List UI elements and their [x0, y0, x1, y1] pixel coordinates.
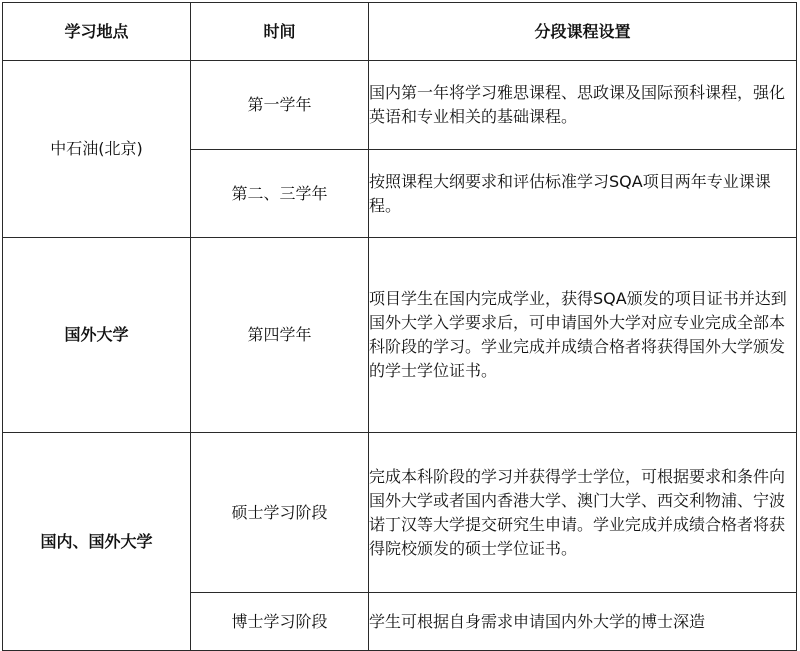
- header-curriculum: 分段课程设置: [369, 3, 797, 61]
- description-cell: 按照课程大纲要求和评估标准学习SQA项目两年专业课课程。: [369, 150, 797, 238]
- time-cell: 硕士学习阶段: [191, 433, 369, 593]
- table-row: [3, 61, 797, 150]
- location-cell: 中石油(北京): [3, 61, 191, 238]
- time-cell: 第四学年: [191, 238, 369, 433]
- header-location: 学习地点: [3, 3, 191, 61]
- location-cell: 国外大学: [3, 238, 191, 433]
- description-cell: 学生可根据自身需求申请国内外大学的博士深造: [369, 593, 797, 651]
- description-cell: 国内第一年将学习雅思课程、思政课及国际预科课程，强化英语和专业相关的基础课程。: [369, 61, 797, 150]
- table-row: [3, 238, 797, 433]
- curriculum-table: [2, 2, 797, 651]
- header-row: [3, 3, 797, 61]
- description-cell: 项目学生在国内完成学业，获得SQA颁发的项目证书并达到国外大学入学要求后，可申请国外大学对应专业完成全部本科阶段的学习。学业完成并成绩合格者将获得国外大学颁发的学士学位证书。: [369, 238, 797, 433]
- time-cell: 博士学习阶段: [191, 593, 369, 651]
- time-cell: 第一学年: [191, 61, 369, 150]
- time-cell: 第二、三学年: [191, 150, 369, 238]
- location-cell: 国内、国外大学: [3, 433, 191, 651]
- description-cell: 完成本科阶段的学习并获得学士学位，可根据要求和条件向国外大学或者国内香港大学、澳门大学、西交利物浦、宁波诺丁汉等大学提交研究生申请。学业完成并成绩合格者将获得院校颁发的硕士学位证书。: [369, 433, 797, 593]
- header-time: 时间: [191, 3, 369, 61]
- table-row: [3, 433, 797, 593]
